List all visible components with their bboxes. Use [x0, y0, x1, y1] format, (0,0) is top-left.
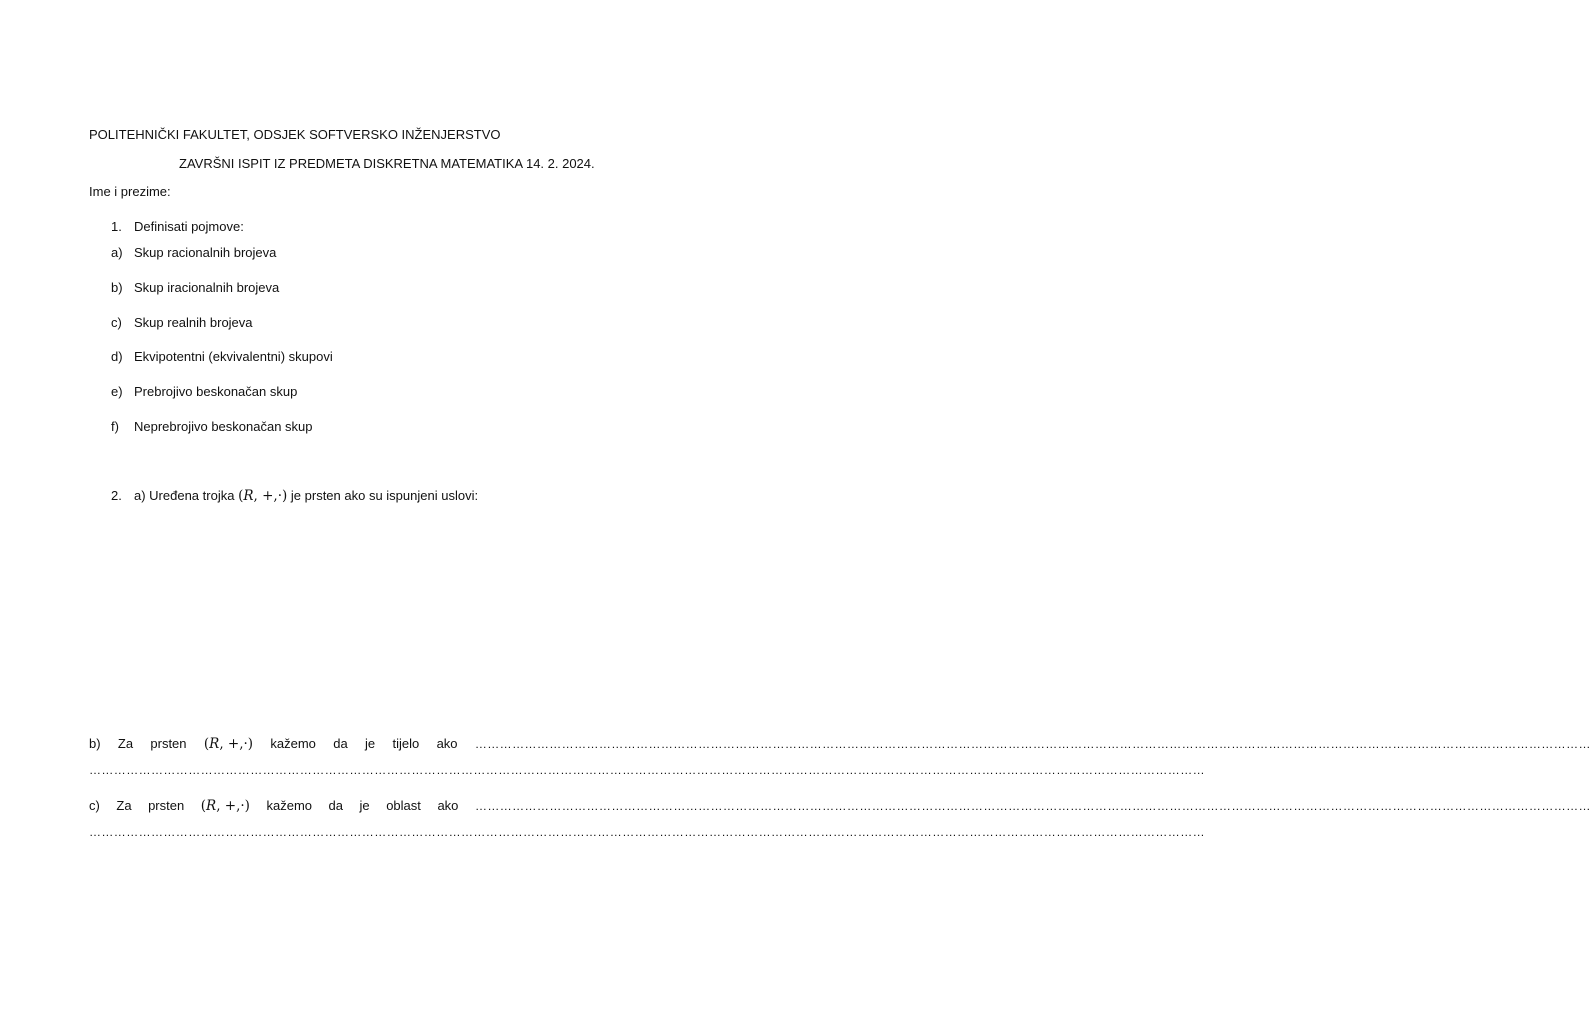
ring-notation: (R, +,·)	[238, 488, 288, 504]
list-item-letter: f)	[111, 419, 119, 434]
q2b-word: ako	[436, 736, 458, 751]
q2b-word: kažemo	[270, 736, 316, 751]
list-item-letter: e)	[111, 384, 123, 399]
list-item-text: Prebrojivo beskonačan skup	[134, 384, 298, 399]
answer-blank[interactable]: ………………………………………………………………………………………………………………………………………………………………………………………………………………………………………………	[474, 799, 1591, 813]
q2b-word: da	[333, 736, 348, 751]
list-item-text: Skup iracionalnih brojeva	[134, 280, 280, 295]
list-item-letter: b)	[111, 280, 123, 295]
q2c-word: Za	[116, 798, 132, 813]
institution-header: POLITEHNIČKI FAKULTET, ODSJEK SOFTVERSKO INŽENJERSTVO	[89, 127, 501, 142]
list-item-letter: c)	[111, 315, 122, 330]
question-2a-text-after: je prsten ako su ispunjeni uslovi:	[290, 488, 479, 503]
q2b-word: Za	[117, 736, 134, 751]
q2c-letter: c)	[89, 798, 100, 813]
question-1-prompt: Definisati pojmove:	[134, 219, 244, 234]
q2c-word: da	[328, 798, 344, 813]
q2b-word: tijelo	[392, 736, 420, 751]
q2c-word: ako	[437, 798, 459, 813]
q2c-word: prsten	[148, 798, 185, 813]
q2b-word: je	[365, 736, 376, 751]
answer-blank[interactable]: ………………………………………………………………………………………………………………………………………………………………………………………………………………………………………………	[89, 763, 1205, 777]
question-1-number: 1.	[111, 219, 122, 234]
answer-blank[interactable]: ………………………………………………………………………………………………………………………………………………………………………………………………………………………………………………	[89, 825, 1205, 839]
question-2-number: 2.	[111, 488, 122, 503]
list-item-text: Ekvipotentni (ekvivalentni) skupovi	[134, 349, 333, 364]
list-item-letter: a)	[111, 245, 123, 260]
list-item-text: Skup racionalnih brojeva	[134, 245, 277, 260]
question-2b-line	[89, 736, 1591, 752]
ring-notation: (R, +,·)	[200, 798, 250, 814]
question-2c-line	[89, 798, 1591, 814]
q2b-letter: b)	[89, 736, 101, 751]
list-item-text: Skup realnih brojeva	[134, 315, 253, 330]
ring-notation: (R, +,·)	[203, 736, 254, 752]
q2c-word: oblast	[386, 798, 421, 813]
q2c-word: kažemo	[266, 798, 313, 813]
exam-title: ZAVRŠNI ISPIT IZ PREDMETA DISKRETNA MATEMATIKA 14. 2. 2024.	[179, 156, 595, 171]
list-item-text: Neprebrojivo beskonačan skup	[134, 419, 313, 434]
name-label: Ime i prezime:	[89, 184, 171, 199]
q2c-word: je	[359, 798, 370, 813]
answer-blank[interactable]: ………………………………………………………………………………………………………………………………………………………………………………………………………………………………………………	[474, 737, 1591, 751]
question-2a-text-before: a) Uređena trojka	[134, 488, 235, 503]
list-item-letter: d)	[111, 349, 123, 364]
q2b-word: prsten	[150, 736, 187, 751]
question-2a-text	[134, 488, 478, 504]
